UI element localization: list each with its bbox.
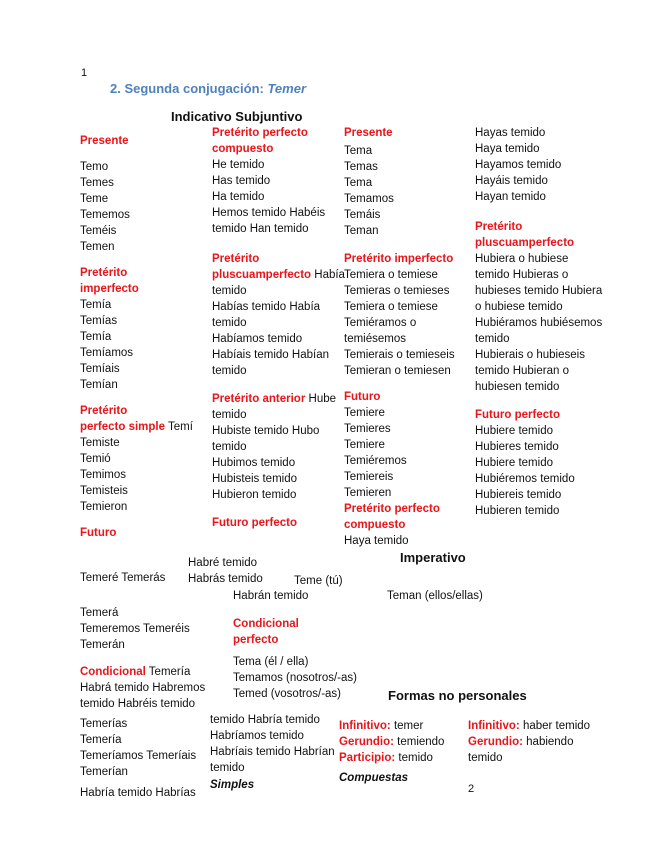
conj-line: Temería [145, 666, 191, 678]
conj-line: Hubiéramos hubiésemos [475, 317, 603, 329]
conj-line: Temieren [344, 487, 392, 499]
label-perfecto-compuesto-subjuntivo-2: compuesto [344, 519, 406, 531]
label-futuro: Futuro [80, 527, 117, 539]
label-perfecto-compuesto-subjuntivo: Pretérito perfecto [344, 503, 440, 515]
label-pluscuamperfecto-subjuntivo: Pretérito [475, 221, 523, 233]
conj-line: Teméis [80, 225, 117, 237]
label-pluscuamperfecto-2: pluscuamperfecto [212, 269, 312, 281]
conj-line: Temiereis [344, 471, 394, 483]
conj-line: Tememos [80, 209, 130, 221]
conj-line: Temí [165, 421, 193, 433]
conj-line: Había [311, 269, 345, 281]
column-indicativo-simple [80, 133, 193, 541]
label-preterito-anterior: Pretérito anterior [212, 393, 306, 405]
conj-line: Temimos [80, 469, 127, 481]
conj-line: temido Habréis temido [80, 698, 196, 710]
conj-line: Hubiereis temido [475, 489, 562, 501]
column-subjuntivo-simple [344, 125, 455, 549]
label-condicional-perfecto: Condicional [233, 618, 299, 630]
conj-line: temido [212, 365, 247, 377]
conj-line: Habrá temido Habremos [80, 682, 206, 694]
conj-line: Temerían [80, 766, 128, 778]
conj-line: Temía [80, 299, 112, 311]
page-number-top: 1 [81, 67, 88, 79]
page-number-bottom: 2 [468, 783, 475, 795]
conj-line: temido Hubieran o [475, 365, 569, 377]
conj-line: Temierais o temieseis [344, 349, 455, 361]
label-futuro-subjuntivo: Futuro [344, 391, 381, 403]
conj-line: habiendo [522, 736, 574, 748]
conj-line: Hayamos temido [475, 159, 562, 171]
conj-line: Hemos temido Habéis [212, 207, 326, 219]
conj-line: Hubieren temido [475, 505, 560, 517]
conj-line: Temeríamos Temeríais [80, 750, 197, 762]
conj-line: He temido [212, 159, 265, 171]
conj-line: Teman [344, 225, 379, 237]
label-infinitivo: Infinitivo: [339, 720, 391, 732]
conj-line: temer [390, 720, 424, 732]
label-simples: Simples [210, 779, 255, 791]
conj-line: Temiera o temiese [344, 301, 438, 313]
conj-line: Hubisteis temido [212, 473, 298, 485]
section-title [110, 81, 306, 96]
conj-line: Hubiere temido [475, 425, 553, 437]
label-pluscuamperfecto: Pretérito [212, 253, 260, 265]
conj-line: temido [212, 285, 247, 297]
label-infinitivo-compuesto: Infinitivo: [468, 720, 520, 732]
futuro-perfecto-line: Habré temido [188, 557, 258, 569]
conj-line: Temía [80, 331, 112, 343]
label-condicional: Condicional [80, 666, 146, 678]
futuro-line: Temeré Temerás [80, 572, 166, 584]
label-perfecto-compuesto-2: compuesto [212, 143, 274, 155]
conj-line: Temiera o temiese [344, 269, 438, 281]
conj-line: Habíais temido Habían [212, 349, 329, 361]
conj-line: Hubiere temido [475, 457, 553, 469]
conj-line: Temíamos [80, 347, 134, 359]
formas-compuestas-block [468, 718, 590, 766]
conj-line: Temiere [344, 407, 385, 419]
conj-line: Temías [80, 315, 118, 327]
conj-line: Haya temido [344, 535, 409, 547]
conj-line: temido [212, 317, 247, 329]
conj-line: Temáis [344, 209, 381, 221]
conj-line: Habías temido Había [212, 301, 321, 313]
futuro-perfecto-line: Habrán temido [233, 590, 309, 602]
conj-line: Hubiste temido Hubo [212, 425, 320, 437]
column-subjuntivo-compuesto [475, 125, 602, 519]
label-perfecto-simple: Pretérito [80, 405, 128, 417]
imperativo-line: Teme (tú) [294, 575, 343, 587]
heading-indicativo-subjuntivo: Indicativo Subjuntivo [171, 109, 303, 124]
label-presente: Presente [80, 135, 129, 147]
conj-line: Habríamos temido [210, 730, 304, 742]
label-preterito-imperfecto-2: imperfecto [80, 283, 139, 295]
conj-line: Ha temido [212, 191, 265, 203]
conj-line: temiendo [393, 736, 445, 748]
conj-line: temido [212, 409, 247, 421]
conj-line: temido [212, 441, 247, 453]
label-pluscuamperfecto-subjuntivo-2: pluscuamperfecto [475, 237, 575, 249]
conj-line: Temiéramos o [344, 317, 417, 329]
conj-line: Hayan temido [475, 191, 546, 203]
conj-line: Temieron [80, 501, 128, 513]
conj-line: hubieses temido Hubiera [475, 285, 603, 297]
conj-line: Temisteis [80, 485, 128, 497]
conj-line: Temen [80, 241, 115, 253]
conj-line: Temíais [80, 363, 120, 375]
conj-line: Hubieres temido [475, 441, 559, 453]
conj-line: Habíamos temido [212, 333, 303, 345]
imperativo-line: Teman (ellos/ellas) [387, 590, 483, 602]
conj-line: Temamos [344, 193, 394, 205]
label-perfecto-simple-2: perfecto simple [80, 421, 165, 433]
conj-line: Temas [344, 161, 378, 173]
condicional-simple-block [80, 716, 196, 780]
condicional-compuesto-block [210, 712, 335, 776]
column-indicativo-compuesto [212, 125, 345, 531]
conj-line: temido [210, 762, 245, 774]
imperativo-line: Temamos (nosotros/-as) [233, 672, 357, 684]
conj-line: Temería [80, 734, 122, 746]
conj-line: Temes [80, 177, 114, 189]
imperativo-line: Temed (vosotros/-as) [233, 688, 342, 700]
futuro-line: Temerán [80, 639, 125, 651]
conj-line: Temieres [344, 423, 391, 435]
label-compuestas: Compuestas [339, 772, 409, 784]
conj-line: Teme [80, 193, 109, 205]
label-gerundio: Gerundio: [339, 736, 394, 748]
conj-line: Temieran o temiesen [344, 365, 451, 377]
heading-formas-no-personales: Formas no personales [388, 688, 527, 703]
conj-line: Temiere [344, 439, 385, 451]
conj-line: Haya temido [475, 143, 540, 155]
conj-line: Temían [80, 379, 118, 391]
futuro-perfecto-line: Habrás temido [188, 573, 263, 585]
conj-line: Tema [344, 177, 373, 189]
label-futuro-perfecto-subjuntivo: Futuro perfecto [475, 409, 560, 421]
conj-line: Temiste [80, 437, 120, 449]
conj-line: Hayáis temido [475, 175, 548, 187]
section-title-verb: Temer [267, 81, 307, 96]
conj-line: Has temido [212, 175, 271, 187]
conj-line: Temieras o temieses [344, 285, 450, 297]
conj-line: Hubieron temido [212, 489, 297, 501]
conj-line: temido Han temido [212, 223, 309, 235]
conj-line: Hayas temido [475, 127, 546, 139]
conj-line: Hubiéremos temido [475, 473, 575, 485]
formas-simples-block [339, 718, 444, 786]
condicional-block [80, 664, 205, 712]
conj-line: Temerías [80, 718, 128, 730]
label-imperfecto-subjuntivo: Pretérito imperfecto [344, 253, 454, 265]
conj-line: Hubimos temido [212, 457, 296, 469]
futuro-line: Temeremos Temeréis [80, 623, 190, 635]
label-condicional-perfecto-2: perfecto [233, 634, 279, 646]
label-preterito-imperfecto: Pretérito [80, 267, 128, 279]
conj-line: Habría temido Habrías [80, 787, 196, 799]
conj-line: temido [475, 333, 510, 345]
conj-line: Tema [344, 145, 373, 157]
section-title-prefix: 2. Segunda conjugación: [110, 81, 268, 96]
label-futuro-perfecto: Futuro perfecto [212, 517, 297, 529]
condicional-perfecto-block [233, 616, 357, 702]
conj-line: temido Hubieras o [475, 269, 569, 281]
conj-line: temido Habría temido [210, 714, 320, 726]
futuro-line: Temerá [80, 607, 119, 619]
futuro-continuation [80, 605, 190, 653]
conj-line: o hubiese temido [475, 301, 563, 313]
conj-line: Temo [80, 161, 109, 173]
conj-line: haber temido [519, 720, 591, 732]
conj-line: Habríais temido Habrían [210, 746, 335, 758]
label-gerundio-compuesto: Gerundio: [468, 736, 523, 748]
conj-line: Temió [80, 453, 111, 465]
label-participio: Participio: [339, 752, 396, 764]
conj-line: hubiesen temido [475, 381, 560, 393]
conj-line: Temiéremos [344, 455, 407, 467]
conj-line: temido [468, 752, 503, 764]
conj-line: Hube [305, 393, 336, 405]
label-presente-subjuntivo: Presente [344, 127, 393, 139]
heading-imperativo: Imperativo [400, 550, 466, 565]
conj-line: temiésemos [344, 333, 406, 345]
conj-line: temido [395, 752, 433, 764]
label-perfecto-compuesto: Pretérito perfecto [212, 127, 308, 139]
conj-line: Hubierais o hubieseis [475, 349, 585, 361]
imperativo-line: Tema (él / ella) [233, 656, 309, 668]
conj-line: Hubiera o hubiese [475, 253, 569, 265]
